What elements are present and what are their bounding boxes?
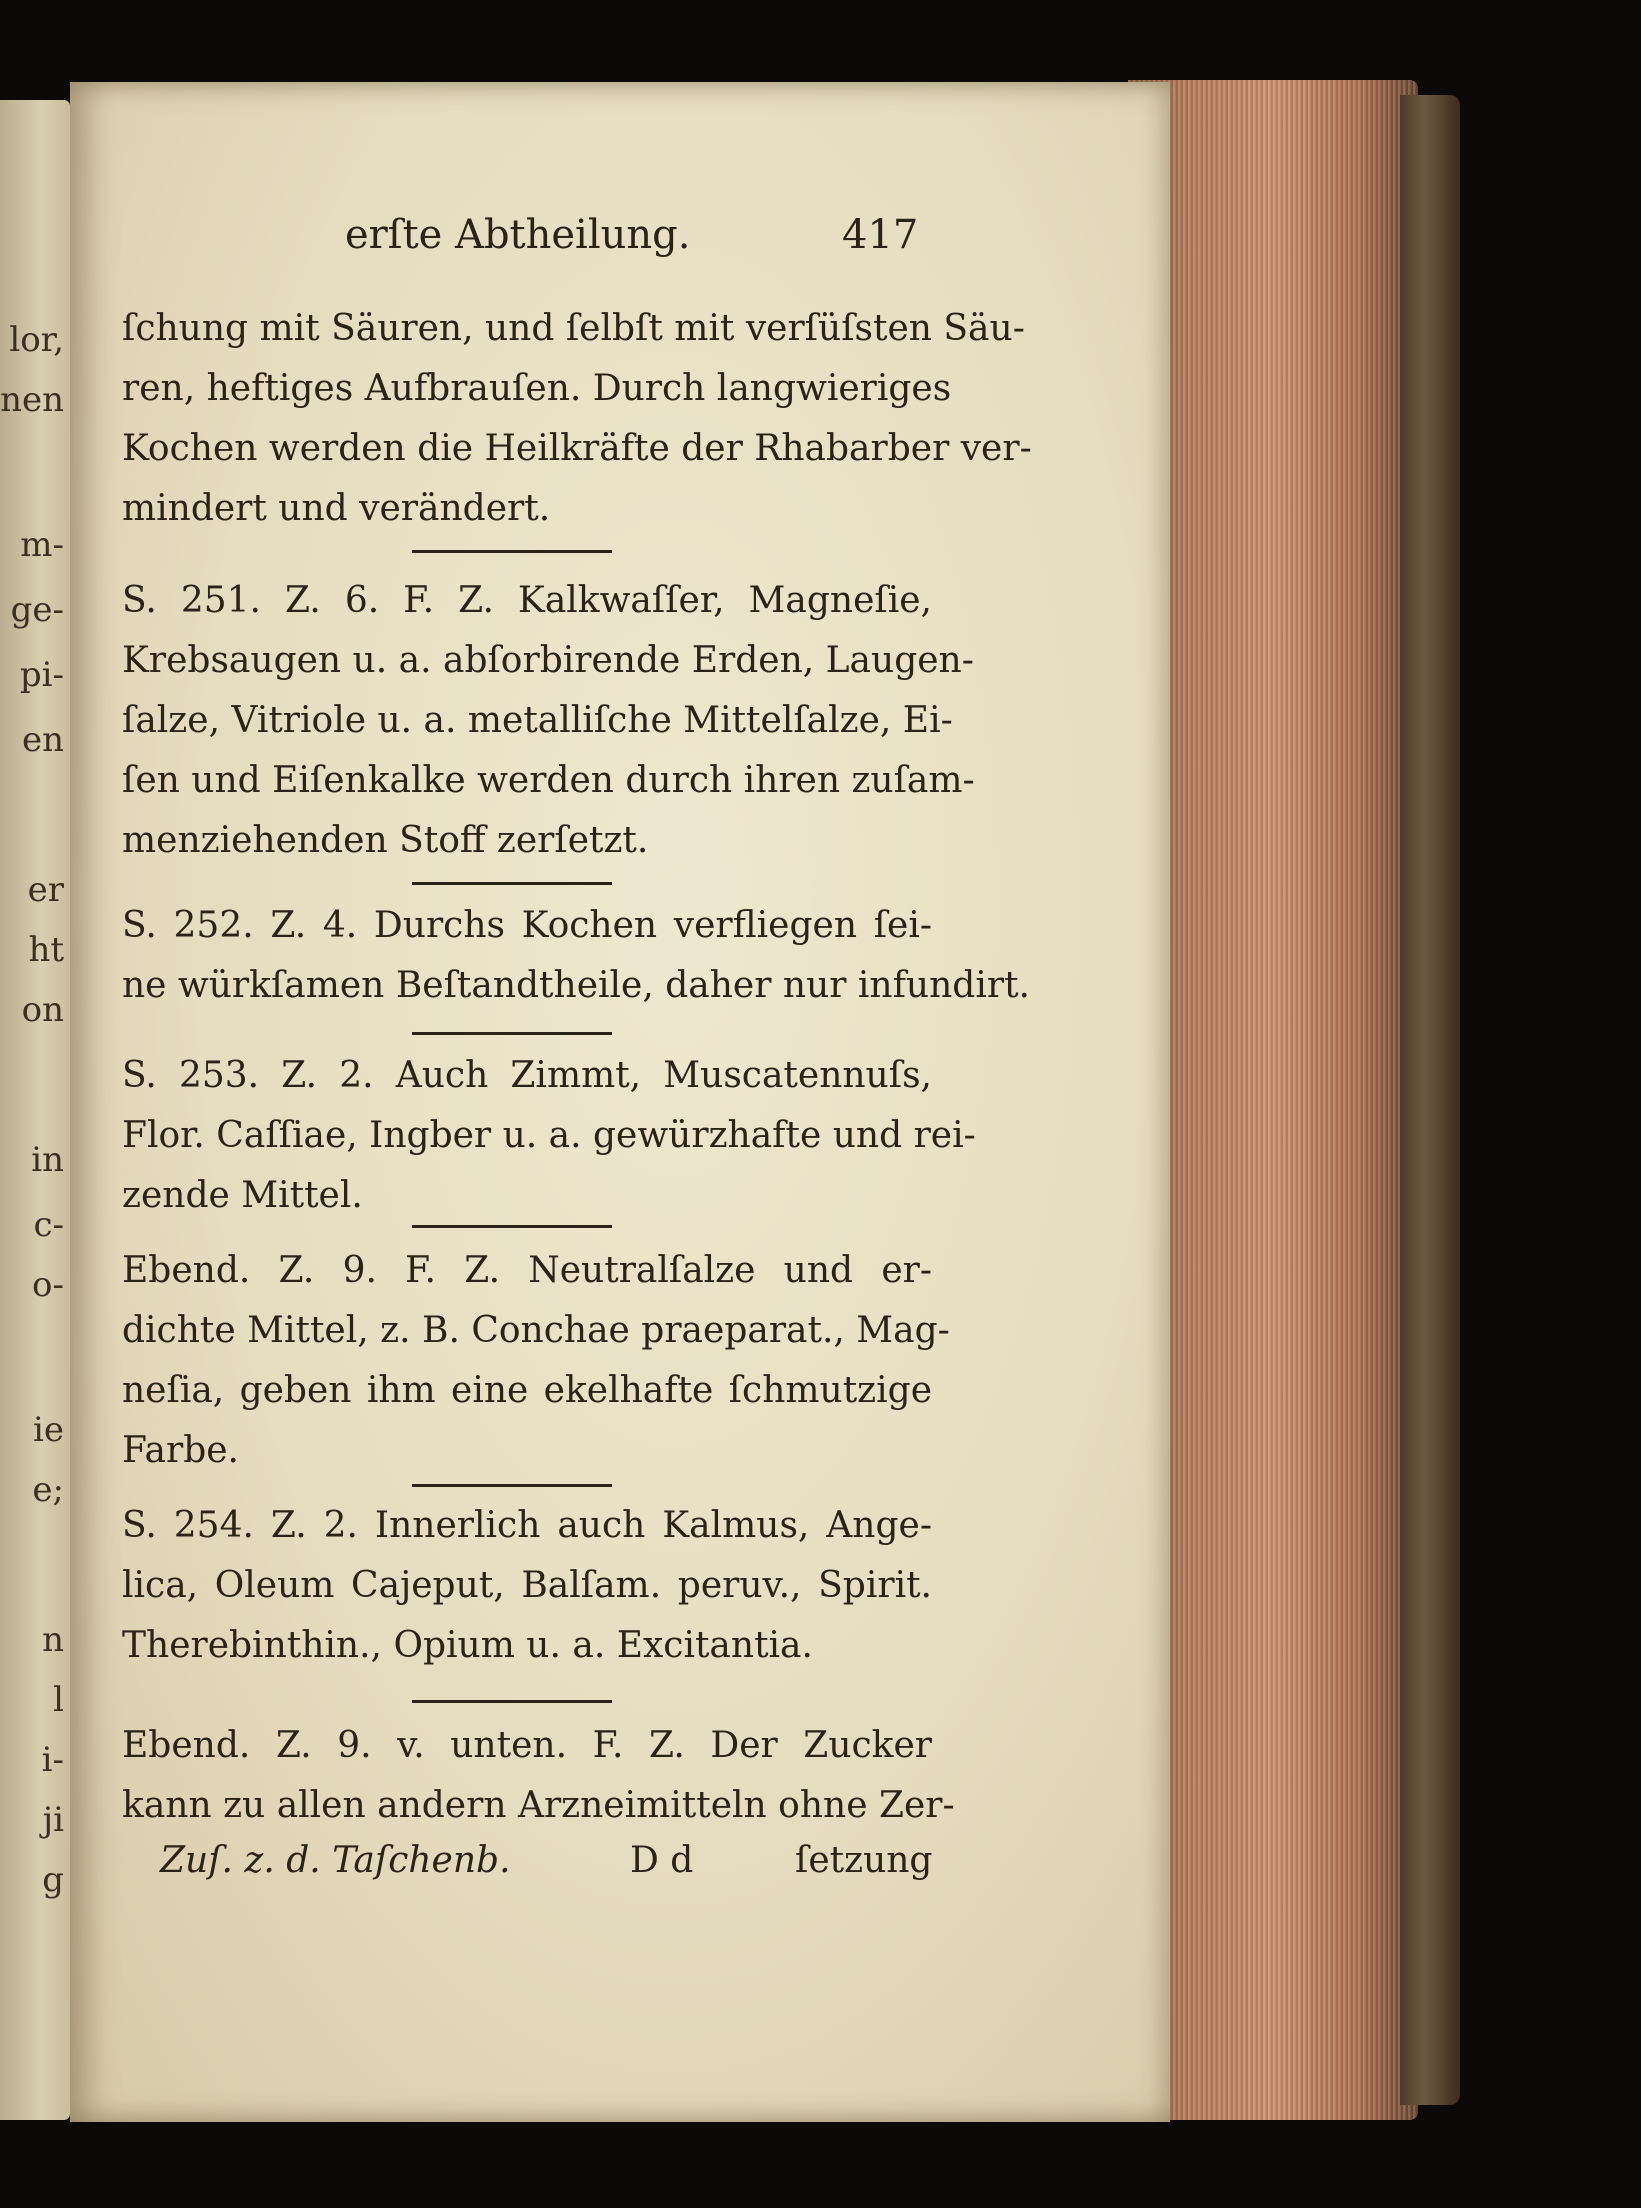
facing-page-fragment: ie — [33, 1410, 64, 1450]
facing-page-fragment: ge- — [10, 590, 64, 630]
facing-page-fragment: ht — [28, 930, 64, 970]
text-line: Krebsaugen u. a. abſorbirende Erden, Laugen- — [122, 640, 974, 681]
running-head: erſte Abtheilung. — [345, 212, 691, 258]
text-line: ſalze, Vitriole u. a. metalliſche Mittelſalze, Ei- — [122, 700, 953, 741]
text-line: Flor. Caſſiae, Ingber u. a. gewürzhafte und rei- — [122, 1115, 976, 1156]
text-line: Farbe. — [122, 1430, 239, 1471]
facing-page-fragment: nen — [0, 380, 64, 420]
facing-page-fragment: in — [31, 1140, 64, 1180]
text-line: Therebinthin., Opium u. a. Excitantia. — [122, 1625, 813, 1666]
text-line: mindert und verändert. — [122, 488, 551, 529]
signature-mark: D d — [630, 1840, 694, 1881]
facing-page-fragment: lor, — [9, 320, 64, 360]
section-rule — [412, 1484, 612, 1487]
facing-page-fragment: n — [42, 1620, 64, 1660]
facing-page-fragment: ji — [42, 1800, 64, 1840]
facing-page-fragment: m- — [20, 525, 64, 565]
text-line: menziehenden Stoff zerſetzt. — [122, 820, 649, 861]
facing-page-edge — [0, 100, 70, 2120]
text-line: ren, heftiges Aufbrauſen. Durch langwieriges — [122, 368, 952, 409]
text-line: lica, Oleum Cajeput, Balſam. peruv., Spirit. — [122, 1565, 932, 1606]
section-rule — [412, 1225, 612, 1228]
text-line: zende Mittel. — [122, 1175, 363, 1216]
section-rule — [412, 1032, 612, 1035]
text-line: dichte Mittel, z. B. Conchae praeparat., Mag- — [122, 1310, 950, 1351]
facing-page-fragment: l — [53, 1680, 64, 1720]
text-line: neſia, geben ihm eine ekelhafte ſchmutzige — [122, 1370, 932, 1411]
text-line: kann zu allen andern Arzneimitteln ohne Zer- — [122, 1785, 955, 1826]
text-line: Kochen werden die Heilkräfte der Rhabarber ver- — [122, 428, 1032, 469]
facing-page-fragment: g — [42, 1860, 64, 1900]
text-line: ſen und Eiſenkalke werden durch ihren zuſam- — [122, 760, 975, 801]
text-line: S. 251. Z. 6. F. Z. Kalkwaſſer, Magneſie, — [122, 580, 932, 621]
page-number: 417 — [842, 212, 919, 258]
catchword: ſetzung — [795, 1840, 933, 1881]
facing-page-fragment: i- — [41, 1740, 64, 1780]
facing-page-fragment: en — [21, 720, 64, 760]
text-line: Ebend. Z. 9. F. Z. Neutralſalze und er- — [122, 1250, 932, 1291]
facing-page-fragment: pi- — [19, 655, 64, 695]
section-rule — [412, 1700, 612, 1703]
signature-line: Zuſ. z. d. Taſchenb. — [160, 1840, 511, 1881]
section-rule — [412, 550, 612, 553]
text-line: ſchung mit Säuren, und ſelbſt mit verſüſsten Säu- — [122, 308, 1025, 349]
facing-page-fragment: e; — [32, 1470, 64, 1510]
text-line: S. 254. Z. 2. Innerlich auch Kalmus, Ange- — [122, 1505, 932, 1546]
section-rule — [412, 882, 612, 885]
facing-page-fragment: o- — [32, 1265, 64, 1305]
text-line: Ebend. Z. 9. v. unten. F. Z. Der Zucker — [122, 1725, 932, 1766]
facing-page-fragment: on — [21, 990, 64, 1030]
facing-page-fragment: c- — [33, 1205, 64, 1245]
text-line: S. 253. Z. 2. Auch Zimmt, Muscatennuſs, — [122, 1055, 932, 1096]
facing-page-fragment: er — [27, 870, 64, 910]
text-line: ne würkſamen Beſtandtheile, daher nur infundirt. — [122, 965, 1030, 1006]
book-cover-edge — [1400, 95, 1460, 2105]
text-line: S. 252. Z. 4. Durchs Kochen verfliegen ſei- — [122, 905, 932, 946]
page-block-edges — [1128, 80, 1418, 2120]
